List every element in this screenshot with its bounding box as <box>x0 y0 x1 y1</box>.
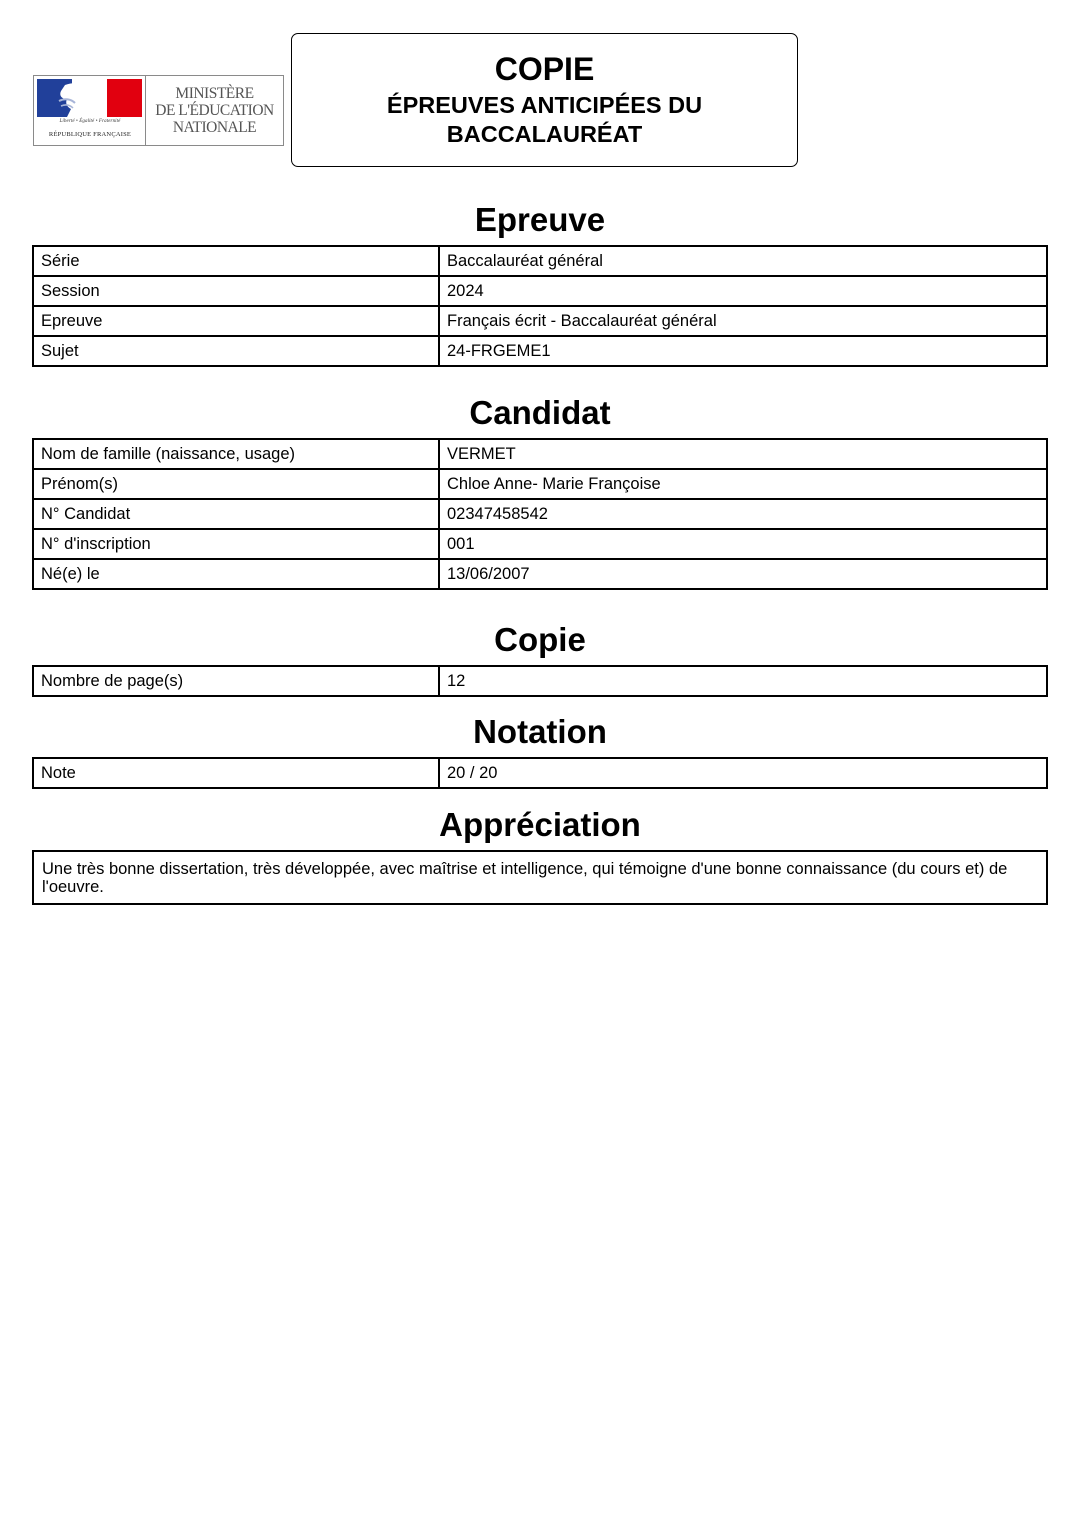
ministry-logo <box>33 75 284 146</box>
table-row <box>33 306 1047 336</box>
epreuve-table <box>32 245 1048 367</box>
table-row <box>33 439 1047 469</box>
document-title: COPIE <box>494 51 595 87</box>
row-label: Prénom(s) <box>33 469 439 499</box>
table-row <box>33 758 1047 788</box>
marianne-icon <box>37 79 142 117</box>
marianne-emblem <box>34 76 146 145</box>
row-value: 13/06/2007 <box>439 559 1047 589</box>
motto-text: Liberté • Égalité • Fraternité <box>59 119 121 124</box>
row-label: Sujet <box>33 336 439 366</box>
table-row <box>33 469 1047 499</box>
row-value: 20 / 20 <box>439 758 1047 788</box>
section-heading-candidat: Candidat <box>469 394 611 431</box>
table-row <box>33 336 1047 366</box>
row-value: Baccalauréat général <box>439 246 1047 276</box>
row-label: N° d'inscription <box>33 529 439 559</box>
ministry-line-1: MINISTÈRE <box>175 85 254 102</box>
document-subtitle-line-2: BACCALAURÉAT <box>446 121 643 147</box>
table-row <box>33 499 1047 529</box>
row-label: Né(e) le <box>33 559 439 589</box>
row-value: 02347458542 <box>439 499 1047 529</box>
ministry-line-2: DE L'ÉDUCATION <box>155 102 274 119</box>
row-value: 12 <box>439 666 1047 696</box>
candidat-table <box>32 438 1048 590</box>
row-value: 001 <box>439 529 1047 559</box>
row-label: Nombre de page(s) <box>33 666 439 696</box>
notation-table <box>32 757 1048 789</box>
section-heading-appreciation: Appréciation <box>439 806 641 843</box>
row-label: Session <box>33 276 439 306</box>
table-row <box>33 276 1047 306</box>
row-label: Nom de famille (naissance, usage) <box>33 439 439 469</box>
table-row <box>33 529 1047 559</box>
document-title-box <box>291 33 798 167</box>
republic-text: RÉPUBLIQUE FRANÇAISE <box>48 131 132 138</box>
row-label: N° Candidat <box>33 499 439 529</box>
section-heading-notation: Notation <box>473 713 607 750</box>
table-row <box>33 666 1047 696</box>
table-row <box>33 246 1047 276</box>
section-heading-copie: Copie <box>494 621 586 658</box>
appreciation-text: Une très bonne dissertation, très développée, avec maîtrise et intelligence, qui témoigne d'une bonne connaissance (du cours et) de l'oeuvre. <box>32 850 1048 905</box>
row-label: Série <box>33 246 439 276</box>
section-heading-epreuve: Epreuve <box>474 201 606 238</box>
row-value: Chloe Anne- Marie Françoise <box>439 469 1047 499</box>
table-row <box>33 559 1047 589</box>
row-value: VERMET <box>439 439 1047 469</box>
row-value: 2024 <box>439 276 1047 306</box>
document-subtitle-line-1: ÉPREUVES ANTICIPÉES DU <box>386 92 703 118</box>
ministry-line-3: NATIONALE <box>172 119 257 136</box>
row-label: Epreuve <box>33 306 439 336</box>
row-value: Français écrit - Baccalauréat général <box>439 306 1047 336</box>
copie-table <box>32 665 1048 697</box>
row-value: 24-FRGEME1 <box>439 336 1047 366</box>
row-label: Note <box>33 758 439 788</box>
ministry-name <box>146 76 283 145</box>
